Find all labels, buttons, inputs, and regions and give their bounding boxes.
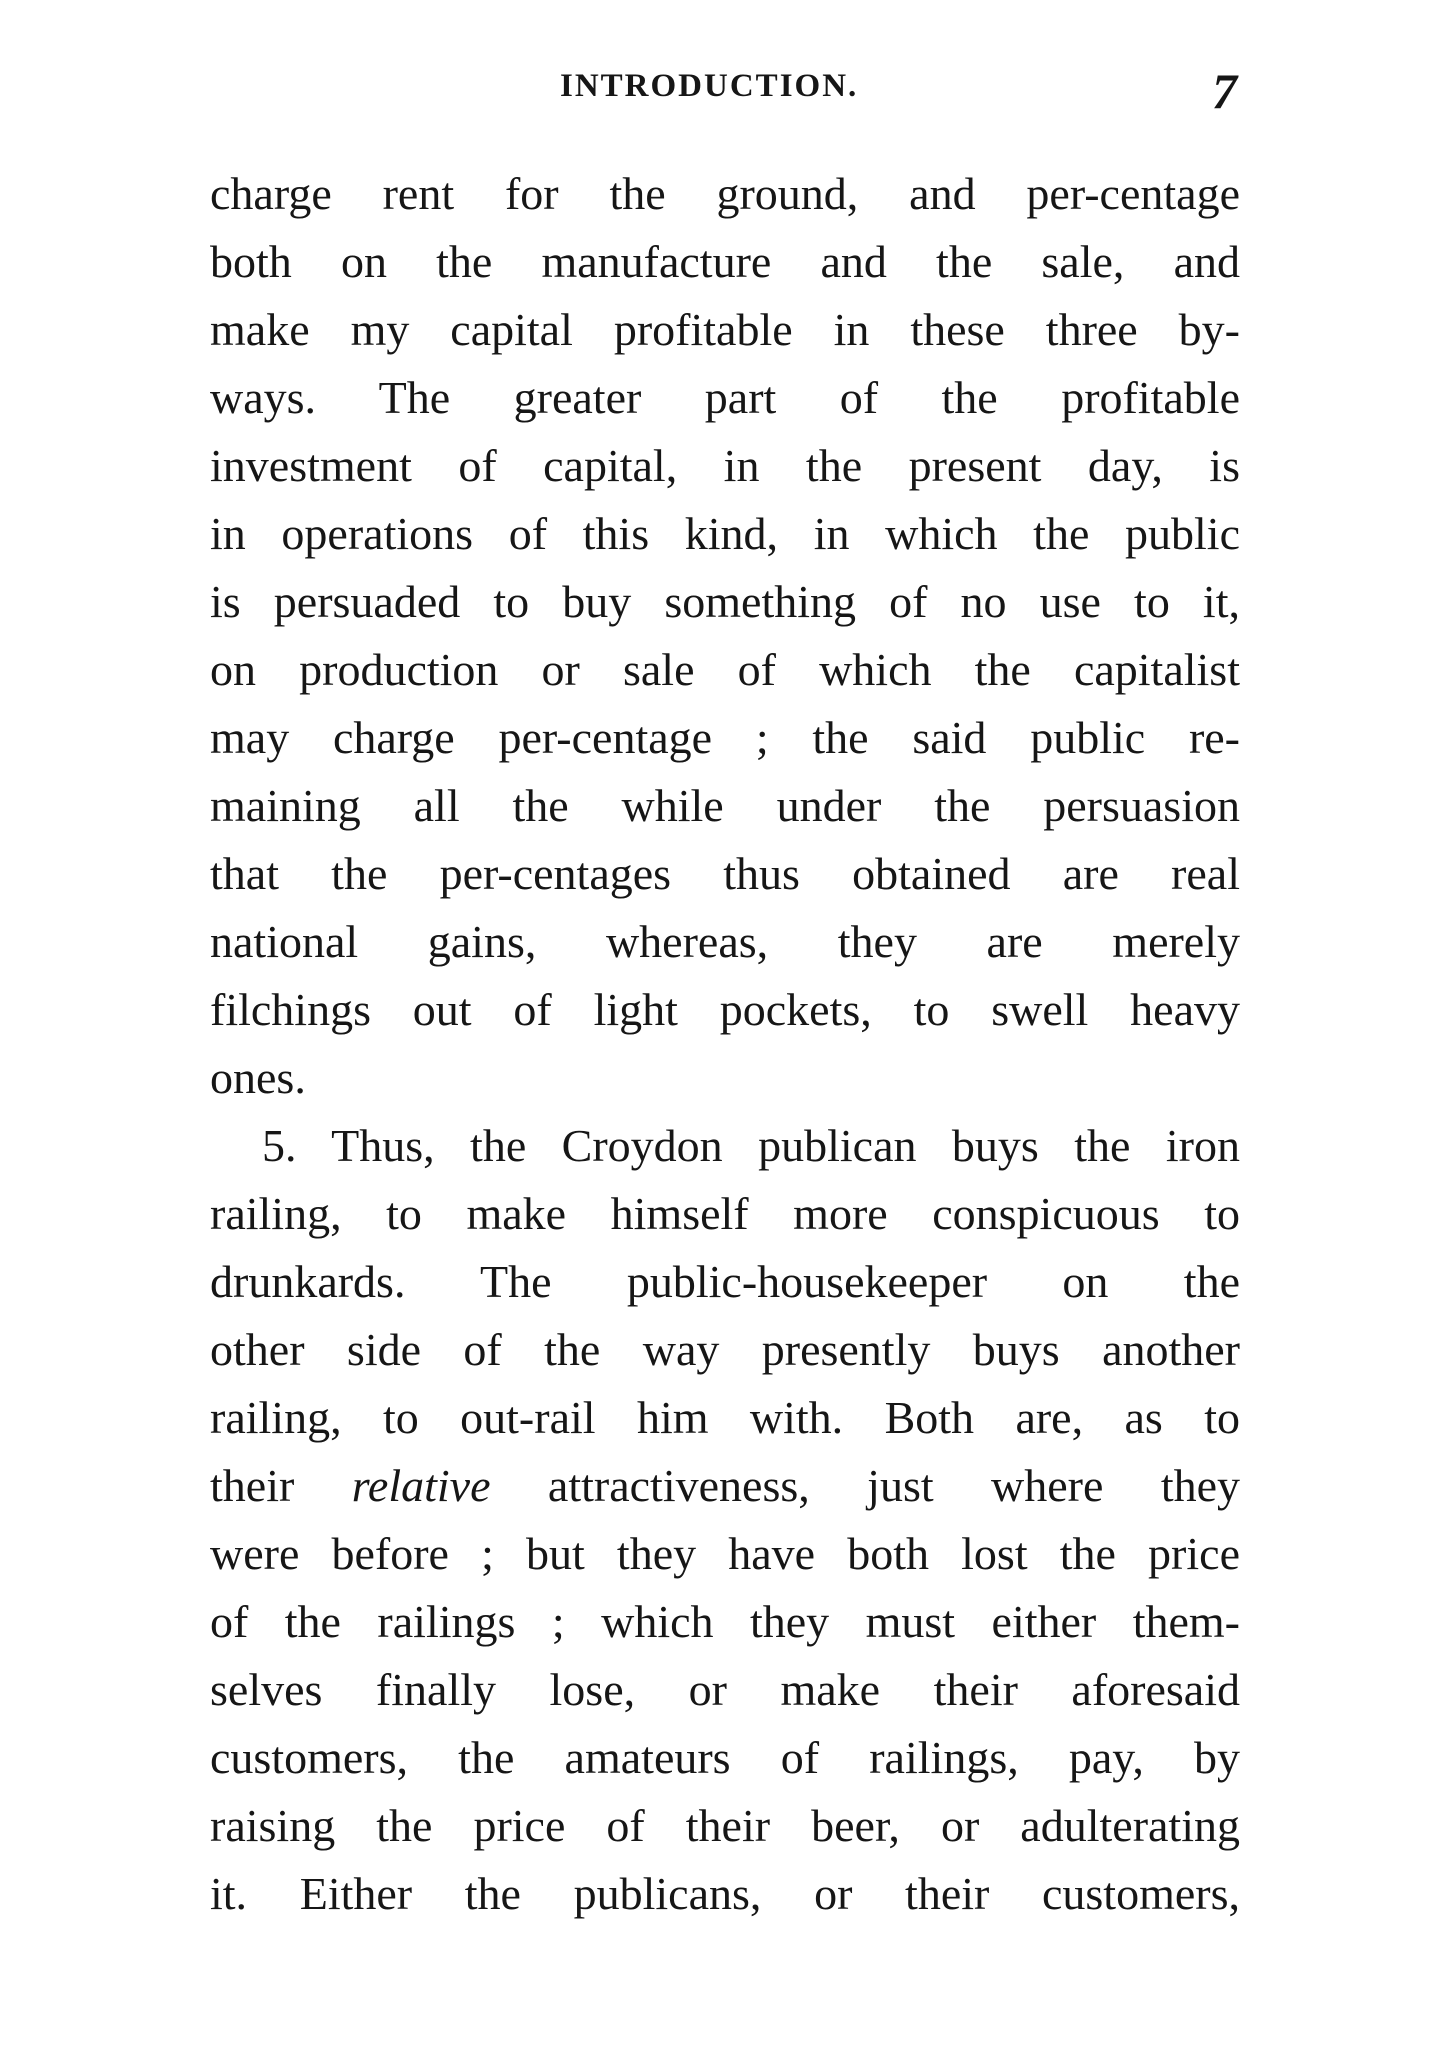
text-line: is persuaded to buy something of no use to it,	[210, 576, 1240, 627]
running-head	[0, 62, 1445, 122]
running-head-title: INTRODUCTION.	[560, 68, 859, 104]
text-line: of the railings ; which they must either them-	[210, 1596, 1240, 1647]
text-line: maining all the while under the persuasion	[210, 780, 1240, 831]
text-line: railing, to out-rail him with. Both are, as to	[210, 1392, 1240, 1443]
body-text	[210, 160, 1240, 1928]
text-line-with-italic	[210, 1452, 1240, 1520]
text-line: were before ; but they have both lost the price	[210, 1528, 1240, 1579]
text-line: make my capital profitable in these three by-	[210, 304, 1240, 355]
text-line: ways. The greater part of the profitable	[210, 372, 1240, 423]
text-segment: attractiveness, just where they	[490, 1460, 1241, 1511]
page-number: 7	[1212, 63, 1237, 119]
text-line: national gains, whereas, they are merely	[210, 916, 1240, 967]
text-line: it. Either the publicans, or their customers,	[210, 1868, 1240, 1919]
text-line: on production or sale of which the capitalist	[210, 644, 1240, 695]
text-line: customers, the amateurs of railings, pay, by	[210, 1732, 1240, 1783]
text-line: investment of capital, in the present day, is	[210, 440, 1240, 491]
text-line: both on the manufacture and the sale, and	[210, 236, 1240, 287]
text-segment: their	[210, 1460, 352, 1511]
text-line: selves finally lose, or make their aforesaid	[210, 1664, 1240, 1715]
text-line: that the per-centages thus obtained are real	[210, 848, 1240, 899]
italic-word: relative	[351, 1460, 491, 1511]
text-line: other side of the way presently buys another	[210, 1324, 1240, 1375]
text-line: may charge per-centage ; the said public re-	[210, 712, 1240, 763]
paragraph-end-line: ones.	[210, 1052, 306, 1103]
text-line: charge rent for the ground, and per-centage	[210, 168, 1240, 219]
text-line: in operations of this kind, in which the public	[210, 508, 1240, 559]
paragraph-5-first-line: 5. Thus, the Croydon publican buys the iron	[262, 1120, 1240, 1171]
text-line: raising the price of their beer, or adulterating	[210, 1800, 1240, 1851]
text-line: drunkards. The public-housekeeper on the	[210, 1256, 1240, 1307]
text-line: filchings out of light pockets, to swell heavy	[210, 984, 1240, 1035]
text-line: railing, to make himself more conspicuous to	[210, 1188, 1240, 1239]
